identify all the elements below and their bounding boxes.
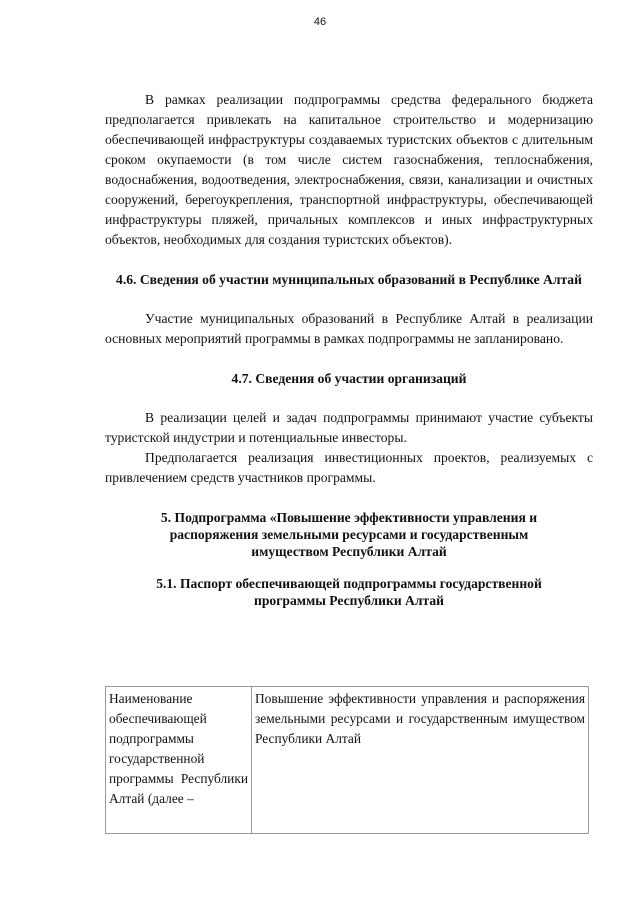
section-heading-5: 5. Подпрограмма «Повышение эффективности управления и распоряжения земельными ресурсами и государственным имуществом Республики Алтай bbox=[160, 510, 538, 559]
section-heading-4-7: 4.7. Сведения об участии организаций bbox=[231, 371, 467, 386]
table-cell-label bbox=[106, 687, 252, 834]
paragraph-organizations-1: В реализации целей и задач подпрограммы принимают участие субъекты туристской индустрии и потенциальные инвесторы. bbox=[105, 410, 593, 445]
page-number: 46 bbox=[313, 16, 327, 28]
passport-value-text: Повышение эффективности управления и распоряжения земельными ресурсами и государственным имуществом Республики Алтай bbox=[255, 691, 585, 746]
table-cell-value bbox=[252, 687, 589, 834]
paragraph-federal-budget: В рамках реализации подпрограммы средства федерального бюджета предполагается привлекать на капитальное строительство и модернизацию обеспечивающей инфраструктуры создаваемых туристских объектов с длительным сроком окупаемости (в том числе систем газоснабжения, теплоснабжения, водоснабжения, водоотведения, электроснабжения, связи, канализации и очистных сооружений, берегоукрепления, транспортной инфраструктуры, обеспечивающей инфраструктуры пляжей, причальных комплексов и иных инфраструктурных объектов, необходимых для создания туристских объектов). bbox=[105, 92, 593, 247]
table-row bbox=[106, 687, 589, 834]
paragraph-municipal: Участие муниципальных образований в Республике Алтай в реализации основных мероприятий программы в рамках подпрограммы не запланировано. bbox=[105, 311, 593, 346]
paragraph-organizations-2: Предполагается реализация инвестиционных проектов, реализуемых с привлечением средств участников программы. bbox=[105, 450, 593, 485]
section-heading-5-1: 5.1. Паспорт обеспечивающей подпрограммы государственной программы Республики Алтай bbox=[156, 576, 542, 608]
passport-label-text: Наименование обеспечивающей подпрограммы государственной программы Республики Алтай (далее – bbox=[109, 691, 248, 806]
passport-table bbox=[105, 686, 589, 834]
page-content bbox=[105, 90, 593, 609]
section-heading-4-6: 4.6. Сведения об участии муниципальных образований в Республике Алтай bbox=[116, 272, 582, 287]
